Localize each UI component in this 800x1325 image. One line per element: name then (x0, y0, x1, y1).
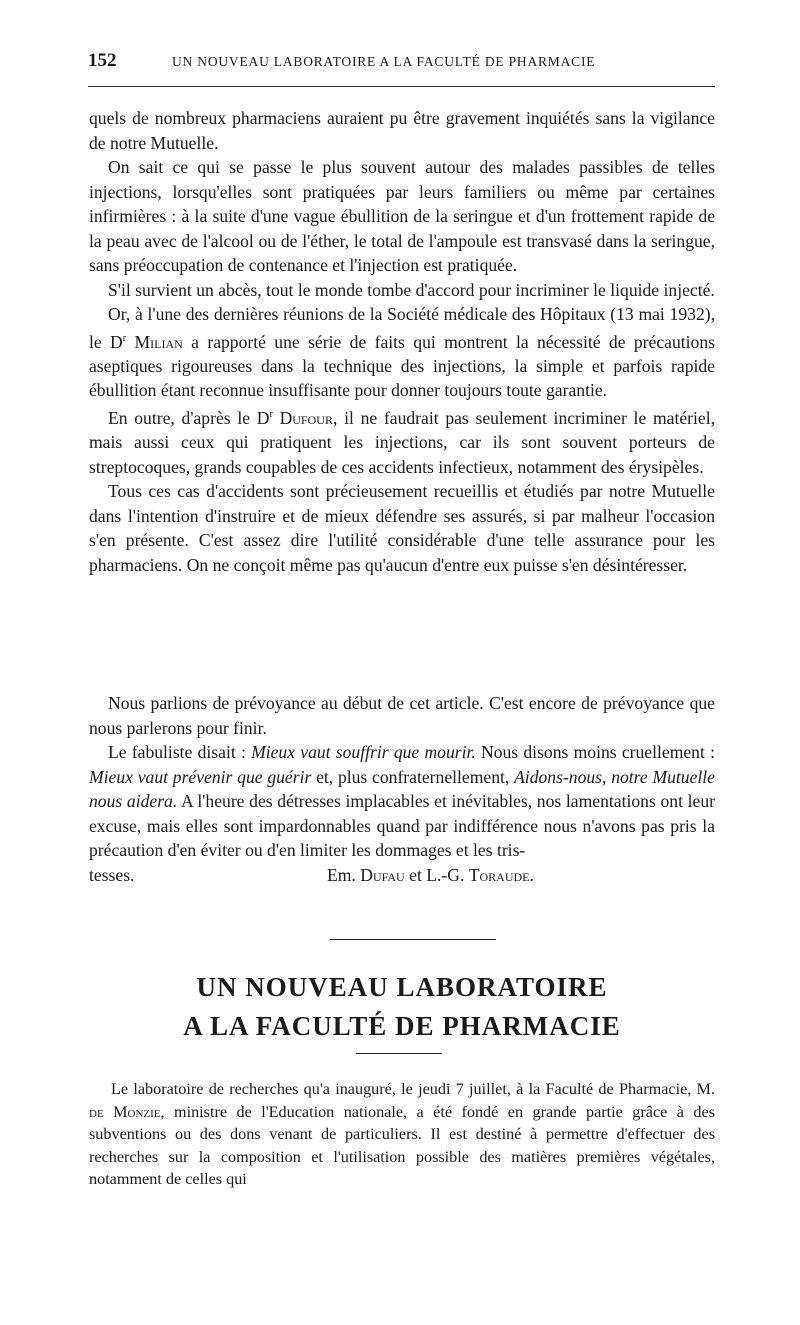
paragraph: quels de nombreux pharmaciens auraient pu être gravement inquiétés sans la vigilance de notre Mutuelle. (89, 108, 715, 153)
paragraph: On sait ce qui se passe le plus souvent autour des malades passibles de telles injections, lorsqu'elles sont pratiquées par leurs familiers ou même par certaines infirmières : à la suite d'une vague ébullition de la seringue et d'un frottement rapide de la peau avec de l'alcool ou de l'éther, le total de l'ampoule est transvasé dans la seringue, sans préoccupation de contenance et l'injection est pratiquée. (89, 157, 715, 275)
superscript: r (122, 332, 127, 344)
article-title-line-1: UN NOUVEAU LABORATOIRE (196, 972, 608, 1002)
article-conclusion (89, 691, 715, 887)
text-run: A l'heure des détresses implacables et inévitables, nos lamentations ont leur excuse, mais elles sont impardonnables quand par indifférence nous n'avons pas pris la précaution d'en éviter ou d'en limiter les dommages et les tris- (89, 791, 715, 860)
text-run: En outre, d'après le D (108, 407, 270, 428)
text-run: et, plus confraternellement, (311, 766, 515, 787)
italic-quote: Mieux vaut prévenir que guérir (89, 766, 312, 787)
text-run: tesses. (89, 864, 135, 885)
running-title: UN NOUVEAU LABORATOIRE A LA FACULTÉ DE PHARMACIE (172, 54, 596, 69)
text-run: Le laboratoire de recherches qu'a inauguré, le jeudi 7 juillet, à la Faculté de Pharmacie, M. (111, 1080, 715, 1098)
header-rule (88, 86, 715, 87)
superscript: r (269, 408, 273, 420)
text-run: Em. (327, 864, 361, 885)
author-name: Dufau (360, 864, 405, 885)
article-body-laboratoire (89, 1078, 715, 1191)
text-run: Or, à l'une des dernières réunions de la Société médicale des Hôpitaux (13 mai 1932), le D (89, 304, 715, 352)
paragraph (89, 403, 715, 479)
paragraph (89, 1078, 715, 1191)
signature-line (89, 863, 715, 888)
article-body-mutuelle (89, 106, 715, 577)
paragraph: S'il survient un abcès, tout le monde tombe d'accord pour incriminer le liquide injecté. (108, 279, 715, 300)
person-name: de Monzie (89, 1102, 161, 1121)
page-header (88, 50, 716, 72)
text-run: , il ne faudrait pas seulement incriminer le matériel, mais aussi ceux qui pratiquent les injections, car ils sont souvent porteurs de streptocoques, grands coupables de ces accidents infectieux, notamment des érysipèles. (89, 407, 716, 477)
title-underline (356, 1053, 442, 1054)
author-name: Dufour (279, 407, 333, 428)
signature (327, 863, 534, 888)
text-run: Nous disons moins cruellement : (475, 742, 715, 762)
section-divider (330, 939, 496, 940)
paragraph (89, 302, 715, 403)
text-run: , ministre de l'Education nationale, a été fondé en grande partie grâce à des subventions ou des dons venant de particuliers. Il est destiné à permettre d'effectuer des recherches sur la composition et l'utilisation possible des matières premières végétales, notamment de celles qui (89, 1102, 715, 1188)
text-run: a rapporté une série de faits qui montrent la nécessité de précautions aseptiques rigoureuses dans la technique des injections, la simple et parfois rapide ébullition étant reconnue insuffisante pour donner toujours toute garantie. (89, 331, 715, 401)
text-run: et L.-G. (404, 864, 469, 885)
text-run: Le fabuliste disait : (108, 742, 252, 762)
italic-quote: Mieux vaut souffrir que mourir. (251, 742, 476, 762)
paragraph (89, 740, 715, 863)
italic-quote: Aidons-nous, notre Mutuelle nous aidera. (89, 766, 715, 811)
article-title-line-2: A LA FACULTÉ DE PHARMACIE (183, 1011, 621, 1041)
paragraph: Tous ces cas d'accidents sont précieusement recueillis et étudiés par notre Mutuelle dans l'intention d'instruire et de mieux défendre ses assurés, si par malheur l'occasion s'en présente. C'est assez dire l'utilité considérable d'une telle assurance pour les pharmaciens. On ne conçoit même pas qu'aucun d'entre eux puisse s'en désintéresser. (89, 481, 715, 575)
paragraph: Nous parlions de prévoyance au début de cet article. C'est encore de prévoyance que nous parlerons pour finir. (89, 693, 715, 738)
page-number: 152 (88, 50, 117, 71)
author-name: Milian (134, 331, 183, 352)
author-name: Toraude. (468, 864, 534, 885)
